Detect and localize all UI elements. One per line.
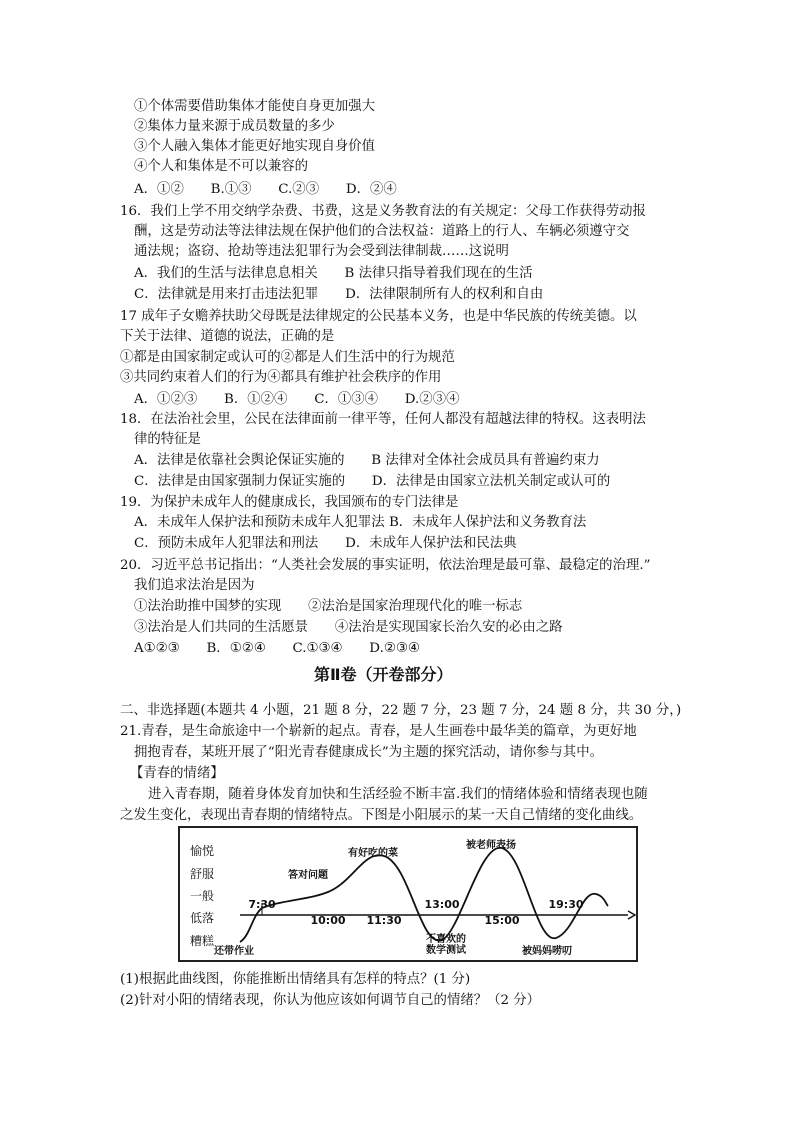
y-level-label: 低落: [190, 911, 215, 925]
q17-items-1: ①都是由国家制定或认可的②都是人们生活中的行为规范: [120, 350, 455, 365]
q17-stem-1: 17 成年子女赡养扶助父母既是法律规定的公民基本义务，也是中华民族的传统美德。以: [120, 309, 637, 324]
q20-items-1: ①法治助推中国梦的实现 ②法治是国家治理现代化的唯一标志: [134, 599, 523, 614]
q15-option-1: ①个体需要借助集体才能使自身更加强大: [134, 99, 376, 114]
emotion-curve-chart: [178, 826, 638, 962]
q20-stem-1: 20．习近平总书记指出：“人类社会发展的事实证明，依法治理是最可靠、最稳定的治理.”: [120, 558, 651, 573]
q21-stem-2: 拥抱青春，某班开展了“阳光青春健康成长”为主题的探究活动，请你参与其中。: [134, 745, 603, 760]
x-axis-arrow: [628, 911, 635, 919]
q21-section-title: 【青春的情绪】: [130, 766, 224, 781]
q21-stem-1: 21.青春，是生命旅途中一个崭新的起点。青春，是人生画卷中最华美的篇章，为更好地: [120, 724, 637, 739]
time-label: 7:30: [248, 898, 276, 911]
chart-annotation: 答对问题: [288, 870, 328, 881]
q15-option-4: ④个人和集体是不可以兼容的: [134, 159, 309, 174]
chart-annotation: 数学测试: [426, 945, 466, 956]
q19-options-ab: A．未成年人保护法和预防未成年人犯罪法 B．未成年人保护法和义务教育法: [134, 515, 587, 530]
chart-annotation: 被老师表扬: [466, 840, 516, 851]
q18-stem-1: 18．在法治社会里，公民在法律面前一律平等，任何人都没有超越法律的特权。这表明法: [120, 412, 646, 427]
q21-paragraph-2: 之发生变化，表现出青春期的情绪特点。下图是小阳展示的某一天自己情绪的变化曲线。: [120, 808, 643, 823]
q16-stem-1: 16．我们上学不用交纳学杂费、书费，这是义务教育法的有关规定：父母工作获得劳动报: [120, 204, 646, 219]
part-two-intro: 二、非选择题(本题共 4 小题，21 题 8 分，22 题 7 分，23 题 7 分，24 题 8 分，共 30 分，): [120, 703, 682, 718]
q18-options-ab: A．法律是依靠社会舆论保证实施的 B 法律对全体社会成员具有普遍约束力: [134, 453, 600, 468]
q19-stem: 19．为保护未成年人的健康成长，我国颁布的专门法律是: [120, 495, 459, 510]
q17-items-2: ③共同约束着人们的行为④都具有维护社会秩序的作用: [120, 370, 442, 385]
q16-options-ab: A．我们的生活与法律息息相关 B 法律只指导着我们现在的生活: [134, 266, 533, 281]
q21-paragraph-1: 进入青春期，随着身体发育加快和生活经验不断丰富.我们的情绪体验和情绪表现也随: [148, 787, 648, 802]
chart-annotation: 有好吃的菜: [348, 848, 398, 859]
chart-annotation: 被妈妈唠叨: [522, 946, 572, 957]
emotion-curve: [240, 848, 608, 942]
chart-annotation: 还带作业: [214, 946, 254, 957]
q15-answers: A．①② B.①③ C.②③ D．②④: [134, 182, 397, 197]
q18-options-cd: C．法律是由国家强制力保证实施的 D．法律是由国家立法机关制定或认可的: [134, 474, 611, 489]
q21-sub-question-2: (2)针对小阳的情绪表现，你认为他应该如何调节自己的情绪？（2 分）: [120, 993, 541, 1008]
emotion-curve-svg: [180, 828, 636, 960]
time-label: 11:30: [366, 914, 402, 927]
q16-options-cd: C．法律就是用来打击违法犯罪 D．法律限制所有人的权利和自由: [134, 287, 544, 302]
q17-answers: A．①②③ B．①②④ C．①③④ D.②③④: [134, 392, 460, 407]
q18-stem-2: 律的特征是: [134, 432, 201, 447]
time-label: 10:00: [310, 914, 346, 927]
part-two-title: 第Ⅱ卷（开卷部分）: [314, 665, 453, 684]
y-level-label: 舒服: [190, 867, 215, 881]
q19-options-cd: C．预防未成年人犯罪法和刑法 D．未成年人保护法和民法典: [134, 536, 517, 551]
y-level-label: 糟糕: [190, 934, 215, 948]
q16-stem-3: 通法规；盗窃、抢劫等违法犯罪行为会受到法律制裁……这说明: [134, 244, 509, 259]
q21-sub-question-1: (1)根据此曲线图，你能推断出情绪具有怎样的特点？(1 分): [120, 972, 471, 987]
q20-answers: A①②③ B．①②④ C.①③④ D.②③④: [134, 641, 420, 656]
q20-items-2: ③法治是人们共同的生活愿景 ④法治是实现国家长治久安的必由之路: [134, 620, 563, 635]
q16-stem-2: 酬，这是劳动法等法律法规在保护他们的合法权益：道路上的行人、车辆必须遵守交: [134, 224, 630, 239]
q15-option-3: ③个人融入集体才能更好地实现自身价值: [134, 139, 376, 154]
time-label: 19:30: [548, 898, 584, 911]
y-level-label: 愉悦: [190, 844, 215, 858]
time-label: 13:00: [424, 898, 460, 911]
chart-annotation: 不喜欢的: [426, 934, 466, 945]
q17-stem-2: 下关于法律、道德的说法，正确的是: [120, 329, 335, 344]
q20-stem-2: 我们追求法治是因为: [134, 578, 255, 593]
time-label: 15:00: [484, 914, 520, 927]
y-level-label: 一般: [190, 889, 215, 903]
q15-option-2: ②集体力量来源于成员数量的多少: [134, 119, 335, 134]
